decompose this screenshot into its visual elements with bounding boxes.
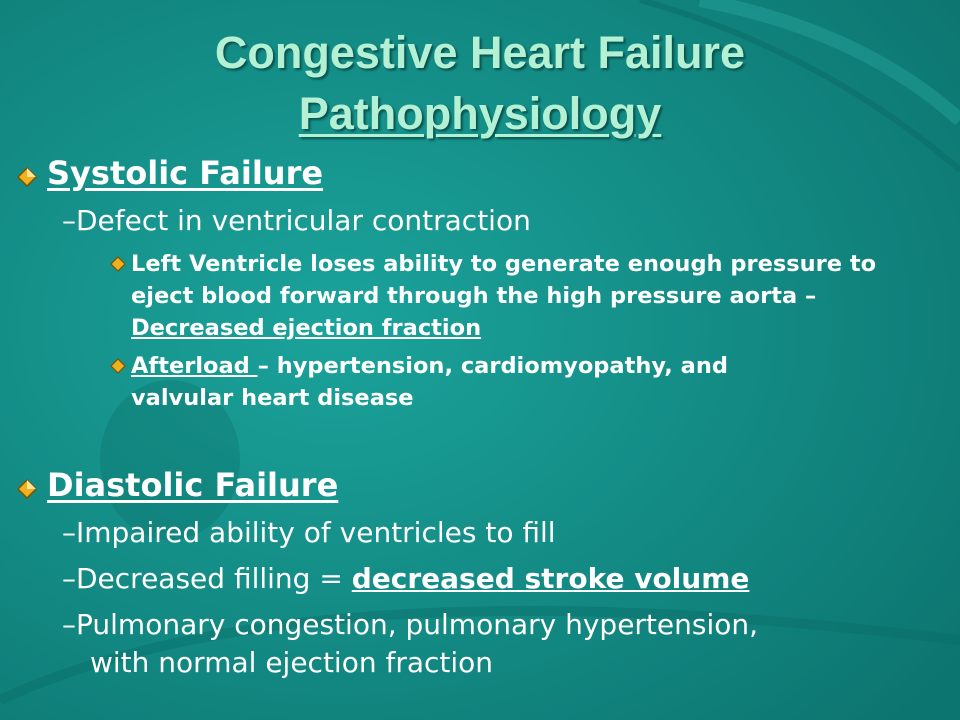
systolic-point-2-line-2: valvular heart disease [131,385,414,411]
decreased-ejection-fraction: Decreased ejection fraction [131,315,482,341]
diamond-bullet-icon [110,256,126,272]
diamond-bullet-icon [110,358,126,374]
decreased-stroke-volume: decreased stroke volume [351,562,750,595]
diastolic-subpoint-1: –Impaired ability of ventricles to fill [62,516,556,549]
systolic-heading: Systolic Failure [47,154,324,192]
decreased-filling-text: –Decreased filling = [62,562,352,595]
title-line-2: Pathophysiology [298,88,662,139]
diastolic-heading: Diastolic Failure [47,466,339,504]
systolic-point-2-line-1 [131,350,728,382]
afterload-description: – hypertension, cardiomyopathy, and [257,353,728,379]
diastolic-subpoint-3-line-1: –Pulmonary congestion, pulmonary hypertension, [62,608,759,641]
systolic-subpoint-1: –Defect in ventricular contraction [62,204,531,237]
systolic-point-1-line-2: eject blood forward through the high pressure aorta – [131,283,817,309]
diastolic-subpoint-2 [62,562,749,595]
title-line-1: Congestive Heart Failure [214,27,746,78]
afterload-term: Afterload [131,353,258,379]
diamond-bullet-icon [16,478,38,500]
diamond-bullet-icon [16,166,38,188]
diastolic-subpoint-3-line-2: with normal ejection fraction [90,646,494,679]
systolic-point-1-line-1: Left Ventricle loses ability to generate enough pressure to [131,251,877,277]
